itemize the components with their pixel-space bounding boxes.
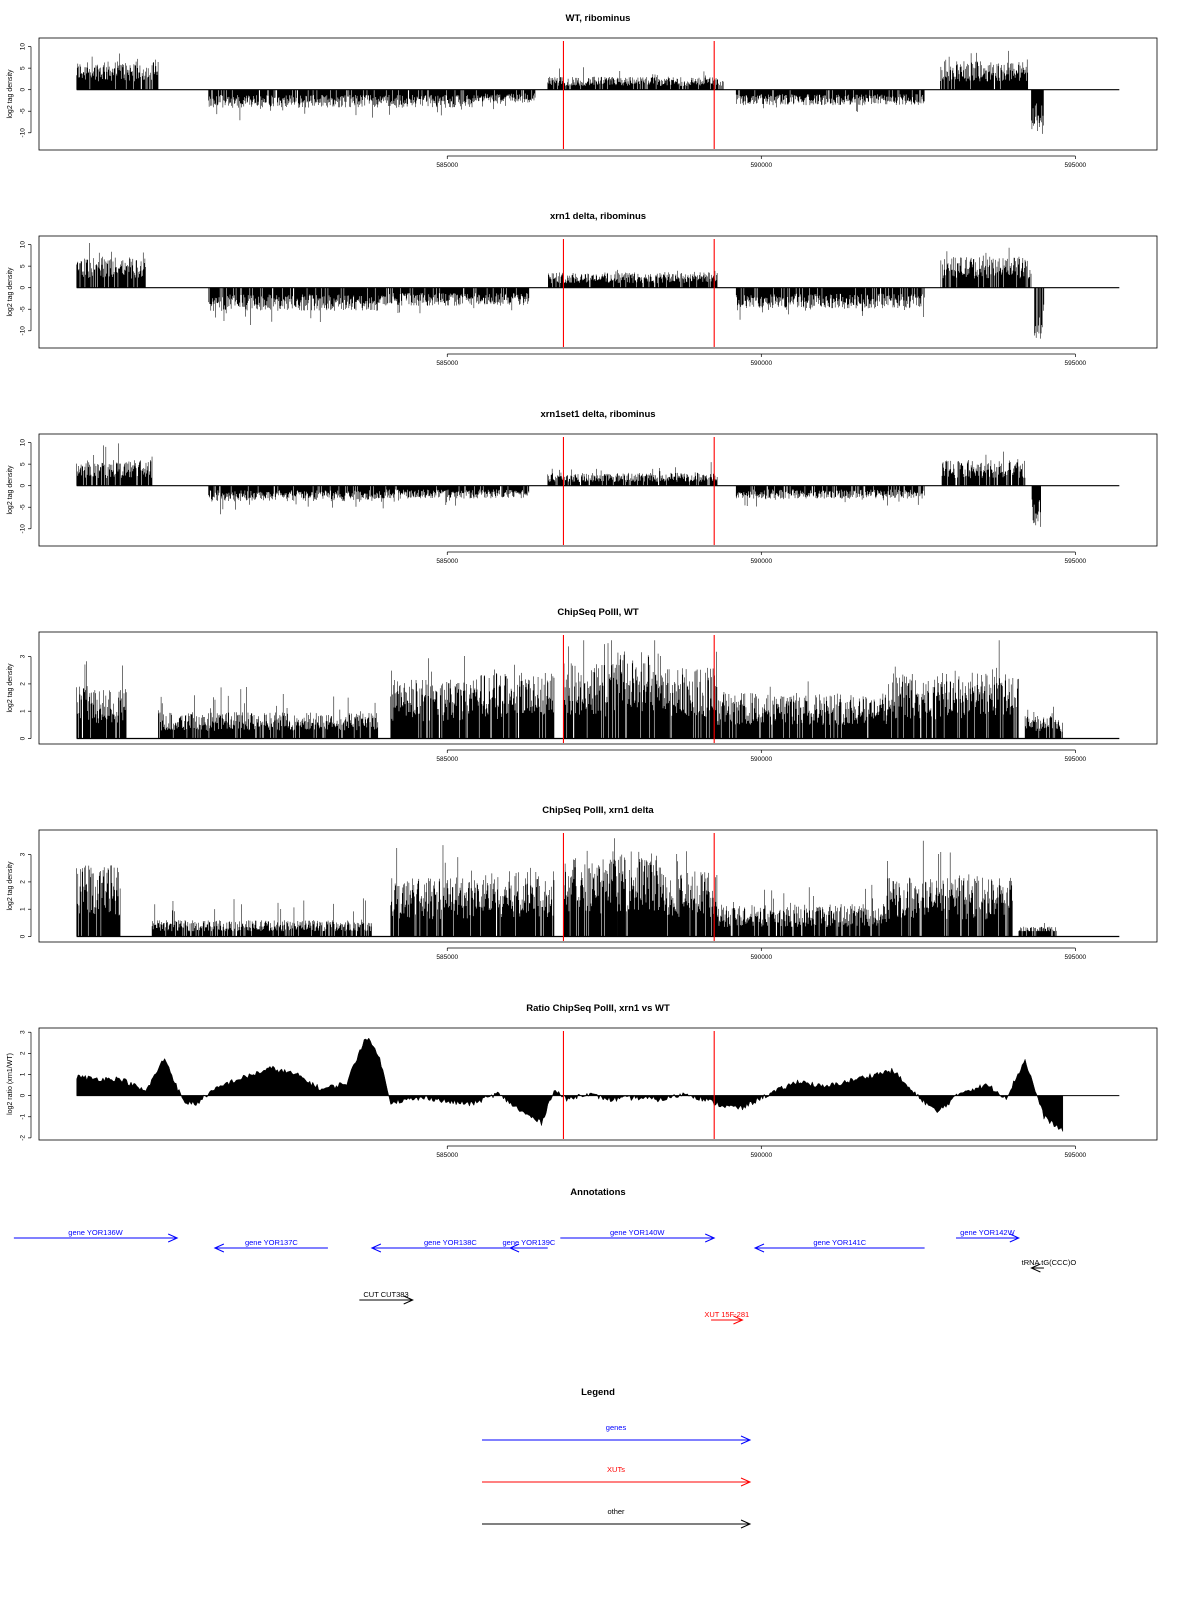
annotations-section (14, 1187, 1077, 1324)
x-tick-label: 585000 (436, 558, 459, 565)
y-tick-label: -10 (19, 326, 27, 336)
x-tick-label: 585000 (436, 1152, 459, 1159)
legend-item (482, 1465, 750, 1486)
y-tick-label: 3 (19, 1030, 27, 1035)
y-tick-label: 1 (19, 907, 27, 912)
data-layer (77, 635, 1120, 743)
annotation-arrow (560, 1228, 714, 1242)
data-layer (77, 833, 1120, 941)
annotations-title: Annotations (570, 1187, 626, 1198)
y-axis (7, 654, 31, 740)
x-tick-label: 590000 (750, 756, 773, 763)
chart-title: WT, ribominus (565, 13, 631, 24)
annotation-label: gene YOR136W (68, 1228, 123, 1237)
x-axis (436, 354, 1086, 367)
chart-title: xrn1set1 delta, ribominus (540, 409, 656, 420)
legend-title: Legend (581, 1387, 615, 1398)
y-axis-label: log2 tag density (6, 267, 14, 317)
annotation-arrow (502, 1238, 555, 1252)
ratio-area (77, 1038, 1063, 1131)
density-bars (77, 243, 1044, 339)
annotation-label: gene YOR137C (244, 1238, 298, 1247)
x-tick-label: 585000 (436, 756, 459, 763)
plot-frame (39, 38, 1157, 150)
annotation-label: gene YOR141C (813, 1238, 867, 1247)
chart-panel (7, 211, 1157, 367)
x-tick-label: 595000 (1064, 162, 1087, 169)
legend-label: other (607, 1507, 625, 1516)
y-tick-label: 10 (19, 42, 27, 51)
y-tick-label: -5 (19, 108, 27, 115)
chart-panel (7, 805, 1157, 961)
annotation-arrow (1022, 1258, 1077, 1272)
chart-panel (7, 13, 1157, 169)
y-tick-label: 0 (19, 736, 27, 741)
y-axis-label: log2 tag density (6, 663, 14, 713)
annotation-arrow (359, 1290, 412, 1304)
plot-frame (39, 1028, 1157, 1140)
y-axis (7, 43, 31, 138)
annotation-arrow (755, 1238, 925, 1252)
legend-label: XUTs (607, 1465, 625, 1474)
y-tick-label: 5 (19, 264, 27, 268)
y-axis-label: log2 tag density (6, 69, 14, 119)
x-tick-label: 590000 (750, 1152, 773, 1159)
y-tick-label: 2 (19, 880, 27, 884)
y-tick-label: -10 (19, 524, 27, 534)
y-tick-label: 0 (19, 285, 27, 290)
plot-frame (39, 236, 1157, 348)
data-layer (77, 437, 1120, 545)
density-bars (77, 51, 1044, 134)
x-axis (436, 948, 1086, 961)
x-tick-label: 585000 (436, 360, 459, 367)
annotation-arrow (704, 1310, 749, 1324)
y-axis-label: log2 ratio (xrn1/WT) (6, 1053, 14, 1115)
y-axis (7, 852, 31, 938)
x-tick-label: 595000 (1064, 1152, 1087, 1159)
y-tick-label: 3 (19, 852, 27, 857)
x-axis (436, 750, 1086, 763)
y-tick-label: 0 (19, 934, 27, 939)
y-axis-label: log2 tag density (6, 861, 14, 911)
chart-panel (7, 409, 1157, 565)
y-tick-label: 10 (19, 438, 27, 447)
annotation-label: gene YOR138C (423, 1238, 477, 1247)
y-tick-label: 5 (19, 66, 27, 70)
y-tick-label: -2 (19, 1134, 27, 1141)
annotation-label: gene YOR140W (610, 1228, 665, 1237)
chart-panel (7, 607, 1157, 763)
legend-item (482, 1507, 750, 1528)
y-tick-label: 5 (19, 462, 27, 466)
x-tick-label: 595000 (1064, 756, 1087, 763)
annotation-label: gene YOR142W (960, 1228, 1015, 1237)
annotation-arrow (215, 1238, 328, 1252)
y-tick-label: 2 (19, 1051, 27, 1056)
annotation-arrow (14, 1228, 177, 1242)
y-tick-label: 10 (19, 240, 27, 249)
chart-title: ChipSeq PolII, xrn1 delta (542, 805, 654, 816)
chart-title: xrn1 delta, ribominus (549, 211, 647, 222)
y-tick-label: 0 (19, 1093, 27, 1098)
y-tick-label: 0 (19, 87, 27, 92)
y-axis (7, 439, 31, 534)
legend-item (482, 1423, 750, 1444)
x-tick-label: 590000 (750, 954, 773, 961)
x-tick-label: 590000 (750, 360, 773, 367)
y-tick-label: 1 (19, 1072, 27, 1077)
y-tick-label: 1 (19, 709, 27, 714)
chart-title: ChipSeq PolII, WT (557, 607, 639, 618)
y-tick-label: 0 (19, 483, 27, 488)
y-tick-label: -10 (19, 128, 27, 138)
density-bars (77, 838, 1057, 936)
y-tick-label: 2 (19, 682, 27, 686)
annotation-label: CUT CUT383 (363, 1290, 409, 1299)
x-axis (436, 1146, 1086, 1159)
data-layer (77, 41, 1120, 149)
annotation-arrow (956, 1228, 1019, 1242)
legend-label: genes (605, 1423, 627, 1432)
chart-title: Ratio ChipSeq PolII, xrn1 vs WT (526, 1003, 670, 1014)
y-axis-label: log2 tag density (6, 465, 14, 515)
y-tick-label: 3 (19, 654, 27, 659)
x-tick-label: 590000 (750, 558, 773, 565)
x-tick-label: 585000 (436, 162, 459, 169)
y-axis (7, 1030, 31, 1141)
y-tick-label: -5 (19, 504, 27, 511)
legend-section (482, 1387, 750, 1528)
density-bars (77, 640, 1063, 738)
annotation-label: XUT 15F-281 (704, 1310, 750, 1319)
data-layer (77, 239, 1120, 347)
data-layer (77, 1031, 1120, 1139)
annotation-label: gene YOR139C (502, 1238, 556, 1247)
x-tick-label: 590000 (750, 162, 773, 169)
x-tick-label: 585000 (436, 954, 459, 961)
x-tick-label: 595000 (1064, 558, 1087, 565)
y-axis (7, 241, 31, 336)
annotation-label: tRNA tG(CCC)O (1021, 1258, 1077, 1267)
chart-panel (7, 1003, 1157, 1159)
x-axis (436, 552, 1086, 565)
y-tick-label: -5 (19, 306, 27, 313)
plot-frame (39, 434, 1157, 546)
y-tick-label: -1 (19, 1113, 27, 1120)
x-tick-label: 595000 (1064, 360, 1087, 367)
x-tick-label: 595000 (1064, 954, 1087, 961)
x-axis (436, 156, 1086, 169)
